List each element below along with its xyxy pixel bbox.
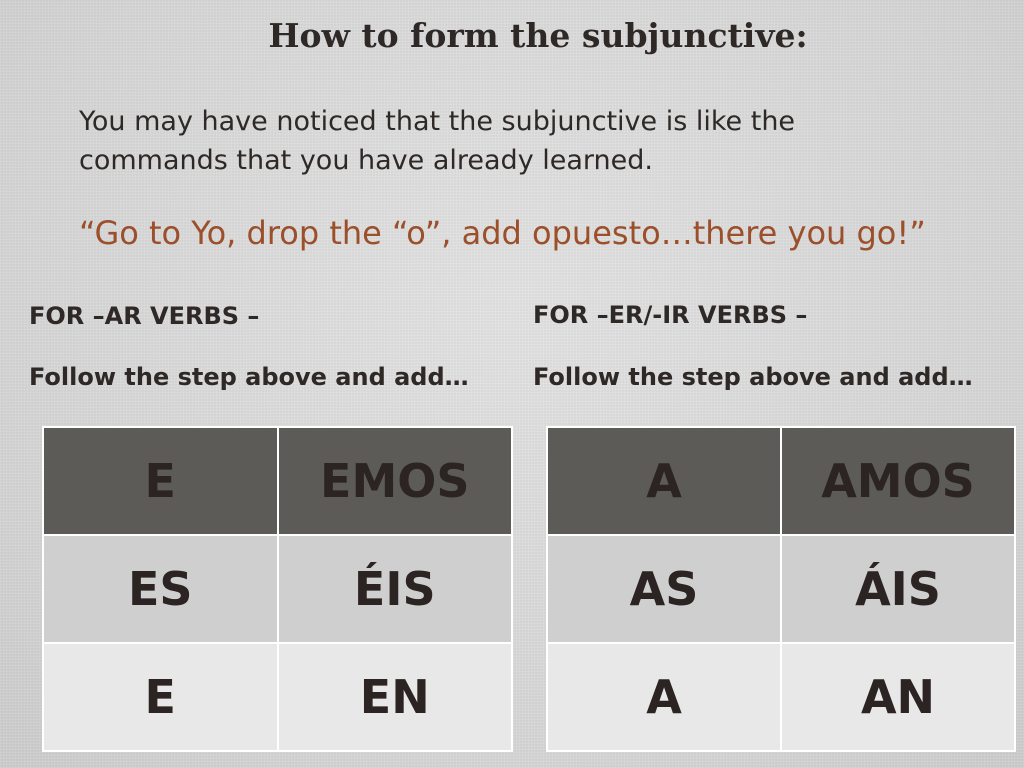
ending-cell: AN	[781, 643, 1015, 751]
ending-cell: AS	[547, 535, 781, 643]
ar-verbs-instruction: Follow the step above and add…	[29, 363, 469, 391]
er-ir-verbs-instruction: Follow the step above and add…	[533, 363, 973, 391]
mnemonic-quote: “Go to Yo, drop the “o”, add opuesto…there you go!”	[79, 214, 926, 252]
ending-cell: EMOS	[278, 427, 513, 535]
ending-cell: E	[43, 643, 278, 751]
table-row	[547, 427, 1015, 535]
ending-cell: ÉIS	[278, 535, 513, 643]
table-row	[43, 643, 512, 751]
ar-endings-table	[42, 426, 513, 752]
intro-paragraph: You may have noticed that the subjunctive is like the commands that you have already learned.	[79, 106, 796, 176]
ending-cell: A	[547, 427, 781, 535]
er-ir-verbs-heading: FOR –ER/-IR VERBS –	[533, 301, 808, 329]
ending-cell: ES	[43, 535, 278, 643]
table-row	[43, 535, 512, 643]
table-row	[547, 535, 1015, 643]
ar-verbs-heading: FOR –AR VERBS –	[29, 302, 260, 330]
er-ir-endings-table	[546, 426, 1016, 752]
table-row	[43, 427, 512, 535]
slide-title: How to form the subjunctive:	[268, 16, 808, 55]
ending-cell: ÁIS	[781, 535, 1015, 643]
table-row	[547, 643, 1015, 751]
ending-cell: AMOS	[781, 427, 1015, 535]
ending-cell: EN	[278, 643, 513, 751]
ending-cell: A	[547, 643, 781, 751]
ending-cell: E	[43, 427, 278, 535]
